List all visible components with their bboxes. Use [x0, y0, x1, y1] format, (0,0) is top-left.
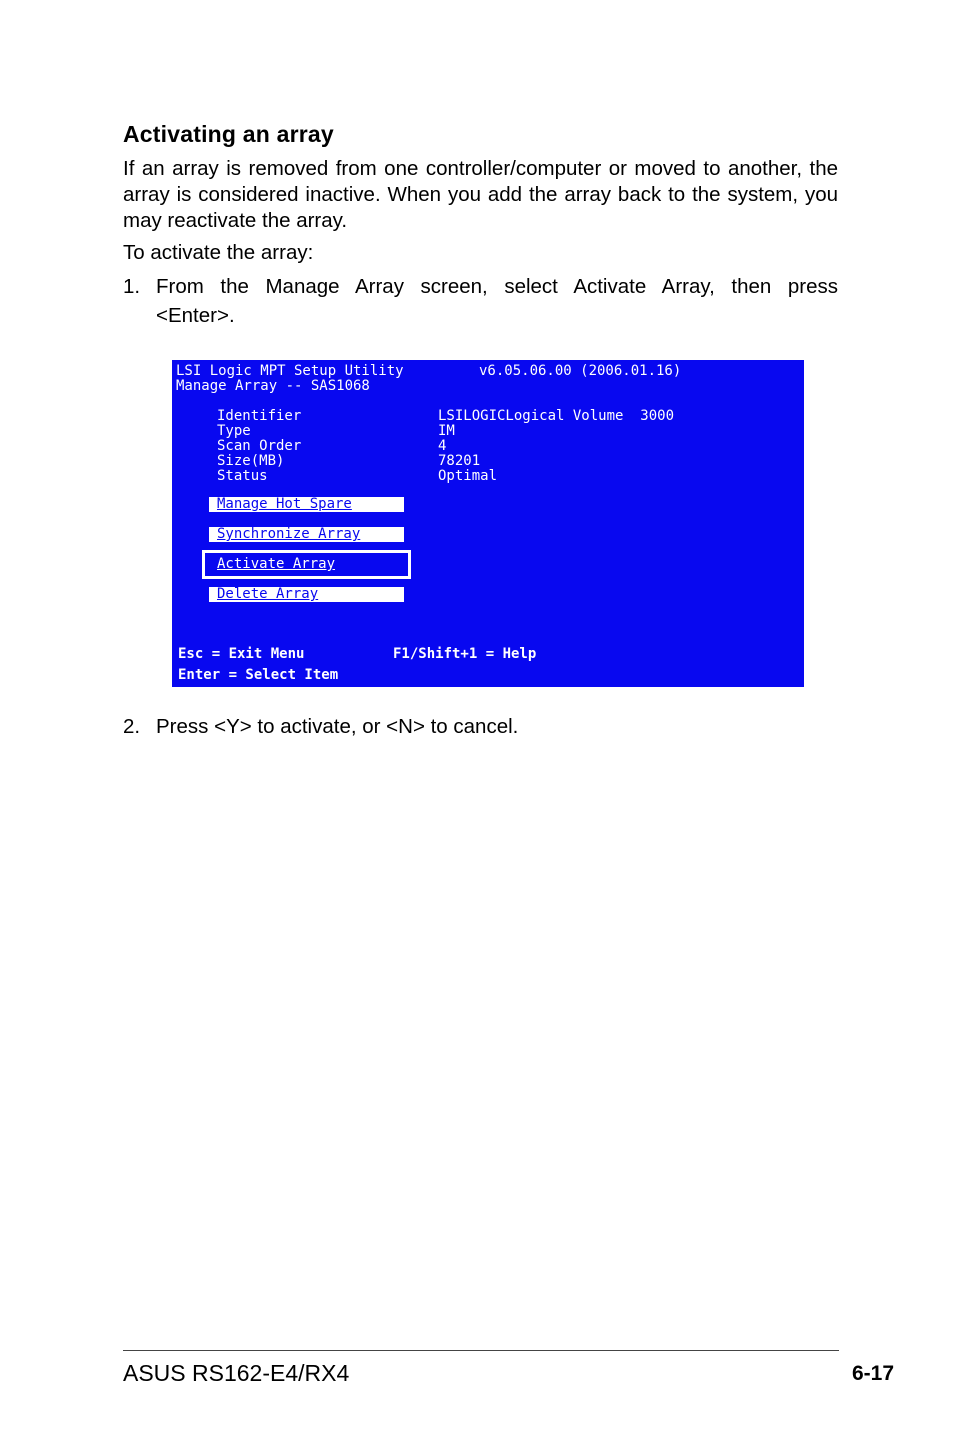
menu-manage-hot-spare[interactable]: Manage Hot Spare [209, 497, 404, 512]
footer-page-number: 6-17 [851, 1362, 894, 1385]
step-number: 2. [123, 715, 141, 738]
field-label-type: Type [217, 423, 251, 439]
menu-activate-array[interactable]: Activate Array [209, 557, 404, 572]
field-label-scan-order: Scan Order [217, 438, 302, 454]
footer-product-name: ASUS RS162-E4/RX4 [123, 1360, 350, 1386]
help-enter: Enter = Select Item [178, 667, 339, 683]
step-text: From the Manage Array screen, select Activate Array, then press [156, 275, 838, 298]
field-value-size: 78201 [438, 453, 481, 469]
field-value-type: IM [438, 423, 455, 439]
section-heading: Activating an array [123, 121, 334, 147]
bios-setup-screen [172, 360, 804, 687]
step-number: 1. [123, 275, 141, 298]
step-1 [123, 272, 838, 332]
field-value-scan-order: 4 [438, 438, 447, 454]
step-2 [123, 712, 838, 742]
help-esc: Esc = Exit Menu [178, 646, 305, 662]
help-f1: F1/Shift+1 = Help [393, 646, 537, 662]
menu-synchronize-array[interactable]: Synchronize Array [209, 527, 404, 542]
footer-divider [123, 1350, 839, 1351]
bios-version: v6.05.06.00 (2006.01.16) [479, 363, 682, 379]
step-text-continued: <Enter>. [156, 304, 235, 327]
intro-paragraph: If an array is removed from one controller/computer or moved to another, the array is considered inactive. When you add the array back to the system, you may reactivate the array. [123, 157, 838, 232]
bios-title: LSI Logic MPT Setup Utility [176, 363, 404, 379]
field-value-identifier: LSILOGICLogical Volume 3000 [438, 408, 675, 424]
field-label-identifier: Identifier [217, 408, 302, 424]
bios-subtitle: Manage Array -- SAS1068 [176, 378, 370, 394]
field-value-status: Optimal [438, 468, 498, 484]
field-label-size: Size(MB) [217, 453, 285, 469]
step-text: Press <Y> to activate, or <N> to cancel. [156, 715, 519, 738]
menu-delete-array[interactable]: Delete Array [209, 587, 404, 602]
field-label-status: Status [217, 468, 268, 484]
lead-paragraph: To activate the array: [123, 241, 314, 264]
